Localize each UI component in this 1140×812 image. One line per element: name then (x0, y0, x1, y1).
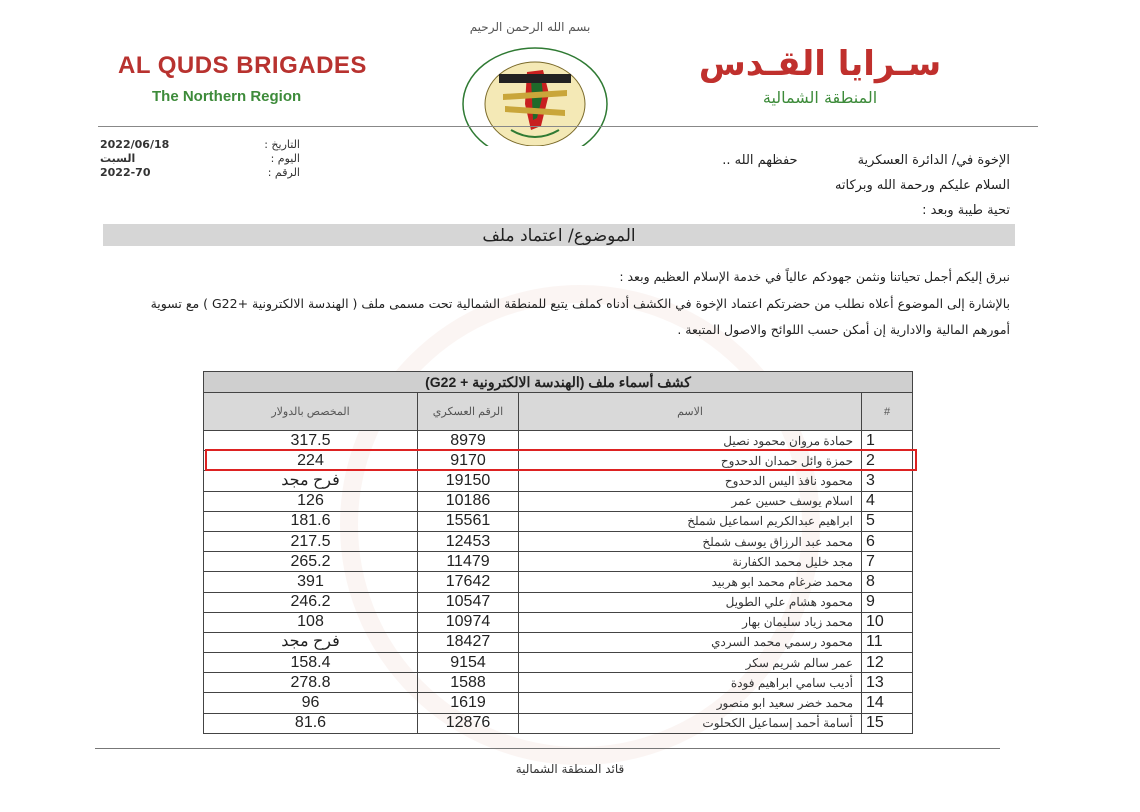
index-cell: 15 (862, 713, 913, 733)
table-row (204, 572, 913, 592)
region-subtitle-english: The Northern Region (152, 88, 302, 105)
name-cell: أسامة أحمد إسماعيل الكحلوت (519, 713, 862, 733)
name-cell: مجد خليل محمد الكفارنة (519, 552, 862, 572)
military-number-cell: 11479 (418, 552, 519, 572)
name-cell: محمد خضر سعيد ابو منصور (519, 693, 862, 713)
body-paragraph-1: نبرق إليكم أجمل تحياتنا ونثمن جهودكم عالياً في خدمة الإسلام العظيم وبعد : (619, 269, 1010, 284)
name-cell: اسلام يوسف حسين عمر (519, 491, 862, 511)
amount-cell: 224 (204, 451, 418, 471)
name-cell: حمزة وائل حمدان الدحدوح (519, 451, 862, 471)
index-cell: 8 (862, 572, 913, 592)
greeting-salam: السلام عليكم ورحمة الله وبركاته (834, 178, 1010, 193)
day-value: السبت (100, 152, 136, 165)
name-cell: محمد عبد الرزاق يوسف شملخ (519, 531, 862, 551)
amount-cell: 96 (204, 693, 418, 713)
header-military-number: الرقم العسكري (418, 393, 519, 431)
greeting-block (470, 148, 1010, 223)
document-meta (100, 138, 300, 180)
subject-line: الموضوع/ اعتماد ملف (482, 226, 636, 246)
index-cell: 14 (862, 693, 913, 713)
name-cell: محمود رسمي محمد السردي (519, 632, 862, 652)
table-row (204, 531, 913, 551)
table-caption-row (204, 372, 913, 393)
table-row (204, 431, 913, 451)
region-subtitle-arabic: المنطقة الشمالية (762, 88, 878, 107)
amount-cell: فرح مجد (204, 632, 418, 652)
header-amount: المخصص بالدولار (204, 393, 418, 431)
greeting-recipient-row (470, 148, 1010, 173)
table-body (204, 431, 913, 734)
name-cell: ابراهيم عبدالكريم اسماعيل شملخ (519, 511, 862, 531)
military-number-cell: 12876 (418, 713, 519, 733)
signature-title: قائد المنطقة الشمالية (515, 762, 625, 776)
amount-cell: 126 (204, 491, 418, 511)
index-cell: 2 (862, 451, 913, 471)
table-row (204, 653, 913, 673)
table-header-row (204, 393, 913, 431)
name-cell: محمود نافذ اليس الدحدوح (519, 471, 862, 491)
military-number-cell: 1619 (418, 693, 519, 713)
table-row (204, 491, 913, 511)
date-value: 2022/06/18 (100, 138, 170, 151)
header-rule (98, 126, 1038, 127)
amount-cell: 391 (204, 572, 418, 592)
header-name: الاسم (519, 393, 862, 431)
index-cell: 1 (862, 431, 913, 451)
name-cell: عمر سالم شريم سكر (519, 653, 862, 673)
table-row (204, 632, 913, 652)
table-row (204, 511, 913, 531)
date-label: التاريخ : (264, 138, 300, 151)
military-number-cell: 17642 (418, 572, 519, 592)
military-number-cell: 1588 (418, 673, 519, 693)
military-number-cell: 9170 (418, 451, 519, 471)
index-cell: 6 (862, 531, 913, 551)
name-cell: محمود هشام علي الطويل (519, 592, 862, 612)
military-number-cell: 10974 (418, 612, 519, 632)
amount-cell: 278.8 (204, 673, 418, 693)
table-row (204, 673, 913, 693)
table-row (204, 693, 913, 713)
ref-row (100, 166, 300, 180)
military-number-cell: 19150 (418, 471, 519, 491)
military-number-cell: 10547 (418, 592, 519, 612)
ref-label: الرقم : (267, 166, 300, 179)
brigade-emblem-logo (445, 34, 625, 146)
table-row (204, 713, 913, 733)
org-title-english: AL QUDS BRIGADES (118, 52, 367, 79)
amount-cell: 217.5 (204, 531, 418, 551)
index-cell: 12 (862, 653, 913, 673)
org-title-arabic: سـرايا القـدس (698, 44, 942, 84)
letter-body (120, 264, 1010, 344)
name-cell: محمد ضرغام محمد ابو هربيد (519, 572, 862, 592)
name-cell: حمادة مروان محمود نصيل (519, 431, 862, 451)
military-number-cell: 15561 (418, 511, 519, 531)
day-label: اليوم : (270, 152, 300, 165)
amount-cell: فرح مجد (204, 471, 418, 491)
amount-cell: 81.6 (204, 713, 418, 733)
ref-value: 2022-70 (100, 166, 151, 179)
index-cell: 9 (862, 592, 913, 612)
index-cell: 5 (862, 511, 913, 531)
name-cell: أديب سامي ابراهيم فودة (519, 673, 862, 693)
table-caption: كشف أسماء ملف (الهندسة الالكترونية + G22) (204, 372, 913, 393)
amount-cell: 108 (204, 612, 418, 632)
index-cell: 3 (862, 471, 913, 491)
amount-cell: 317.5 (204, 431, 418, 451)
greeting-tahiya: تحية طيبة وبعد : (922, 203, 1010, 218)
index-cell: 11 (862, 632, 913, 652)
index-cell: 4 (862, 491, 913, 511)
table-row (204, 592, 913, 612)
military-number-cell: 10186 (418, 491, 519, 511)
date-row (100, 138, 300, 152)
footer-rule (95, 748, 1000, 749)
military-number-cell: 8979 (418, 431, 519, 451)
table-row (204, 552, 913, 572)
index-cell: 13 (862, 673, 913, 693)
index-cell: 10 (862, 612, 913, 632)
military-number-cell: 12453 (418, 531, 519, 551)
table-row (204, 471, 913, 491)
index-cell: 7 (862, 552, 913, 572)
military-number-cell: 18427 (418, 632, 519, 652)
greeting-recipient: الإخوة في/ الدائرة العسكرية (857, 153, 1010, 168)
name-cell: محمد زياد سليمان بهار (519, 612, 862, 632)
day-row (100, 152, 300, 166)
table-row (204, 612, 913, 632)
members-table (203, 371, 913, 734)
amount-cell: 246.2 (204, 592, 418, 612)
amount-cell: 158.4 (204, 653, 418, 673)
military-number-cell: 9154 (418, 653, 519, 673)
body-paragraph-2: بالإشارة إلى الموضوع أعلاه نطلب من حضرتكم اعتماد الإخوة في الكشف أدناه كملف يتبع للمنطقة الشمالية تحت مسمى ملف ( الهندسة الالكترونية +G22 ) مع تسوية أمورهم المالية والادارية إن أمكن حسب اللوائح والاصول المتبعة . (150, 295, 1010, 337)
highlight-box-row-2 (205, 449, 917, 471)
amount-cell: 265.2 (204, 552, 418, 572)
header-index: # (862, 393, 913, 431)
greeting-blessing: حفظهم الله .. (722, 153, 798, 168)
basmala: بسم الله الرحمن الرحيم (469, 20, 591, 34)
amount-cell: 181.6 (204, 511, 418, 531)
